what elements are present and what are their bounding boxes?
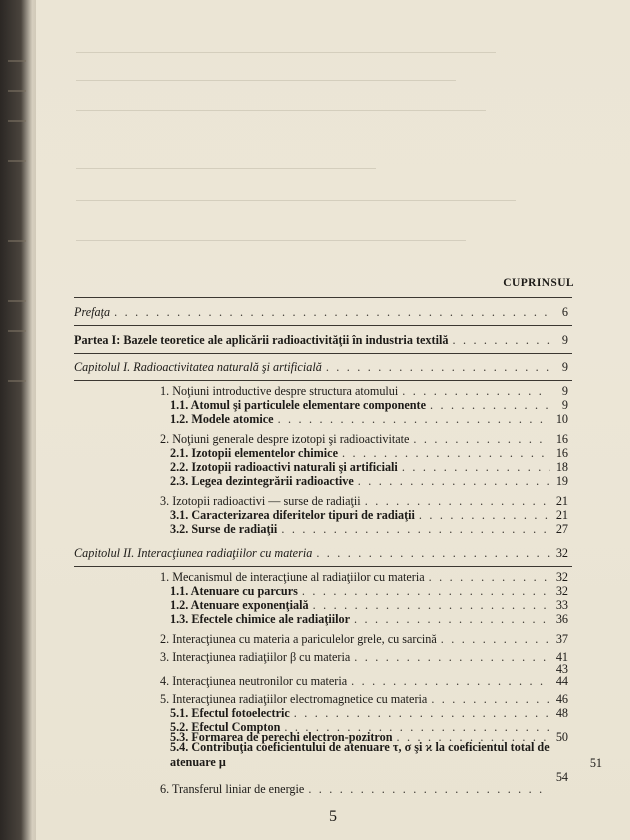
toc-entry-text: 1.2. Modele atomice xyxy=(170,412,274,426)
leader-dots xyxy=(402,384,550,398)
toc-entry-section xyxy=(160,782,568,796)
toc-entry-chapter xyxy=(74,360,568,374)
leader-dots xyxy=(402,460,550,474)
toc-entry-text: 1.1. Atomul şi particulele elementare componente xyxy=(170,398,427,412)
toc-page-number: 41 xyxy=(555,650,568,664)
leader-dots xyxy=(413,432,550,446)
leader-dots xyxy=(365,494,550,508)
toc-page-number: 16 xyxy=(555,432,568,446)
toc-entry-section xyxy=(160,692,568,706)
toc-page-number: 18 xyxy=(555,460,568,474)
leader-dots xyxy=(326,360,550,374)
leader-dots xyxy=(351,674,550,688)
leader-dots xyxy=(354,612,550,626)
toc-entry-text: Partea I: Bazele teoretice ale aplicării radioactivităţii în industria textilă xyxy=(74,333,449,347)
toc-entry-subsection xyxy=(170,474,568,488)
toc-entry-section xyxy=(160,384,568,398)
leader-dots xyxy=(430,398,550,412)
toc-entry-text: 5.4. Contribuţia coeficientului de atenuare τ, σ şi ϰ la coeficientul total de atenuare μ xyxy=(170,740,550,769)
leader-dots xyxy=(281,522,550,536)
toc-title: CUPRINSUL xyxy=(503,277,574,289)
toc-entry-text: 2. Noţiuni generale despre izotopi şi radioactivitate xyxy=(160,432,410,446)
leader-dots xyxy=(278,412,550,426)
toc-entry-subsection xyxy=(170,398,568,412)
toc-entry-text: 5. Interacţiunea radiaţiilor electromagnetice cu materia xyxy=(160,692,428,706)
leader-dots xyxy=(308,782,550,796)
toc-page-number: 9 xyxy=(561,333,568,347)
toc-entry-text: 1.3. Efectele chimice ale radiaţiilor xyxy=(170,612,351,626)
toc-entry-text: 5.3. Formarea de perechi electron-pozitron xyxy=(170,730,393,744)
toc-entry-subsection xyxy=(170,508,568,522)
toc-entry-subsection xyxy=(170,460,568,474)
toc-entry-text: 2.1. Izotopii elementelor chimice xyxy=(170,446,338,460)
toc-page-number: 9 xyxy=(561,384,568,398)
toc-page-number: 37 xyxy=(555,632,568,646)
toc-page-number: 9 xyxy=(561,398,568,412)
toc-entry-section xyxy=(160,570,568,584)
leader-dots xyxy=(313,598,550,612)
toc-entry-subsection xyxy=(170,584,568,598)
toc-page-number: 10 xyxy=(555,412,568,426)
toc-page-number: 32 xyxy=(555,570,568,584)
leader-dots xyxy=(431,692,550,706)
toc-entry-chapter xyxy=(74,546,568,560)
toc-entry-subsection xyxy=(170,598,568,612)
toc-entry-section xyxy=(160,674,568,688)
toc-entry-subsection xyxy=(170,612,568,626)
toc-entry-section xyxy=(160,494,568,508)
toc-page-number: 46 xyxy=(555,692,568,706)
toc-page-number: 32 xyxy=(555,584,568,598)
toc-entry-text: 2.3. Legea dezintegrării radioactive xyxy=(170,474,354,488)
divider-rule xyxy=(74,380,572,381)
divider-rule xyxy=(74,325,572,326)
toc-page-number: 16 xyxy=(555,446,568,460)
leader-dots xyxy=(429,570,550,584)
toc-entry-text: 1.2. Atenuare exponenţială xyxy=(170,598,309,612)
toc-page-number: 50 xyxy=(555,730,568,744)
toc-entry-section xyxy=(160,632,568,646)
divider-rule xyxy=(74,353,572,354)
toc-entry-text: 6. Transferul liniar de energie xyxy=(160,782,305,796)
toc-entry-text: 2.2. Izotopii radioactivi naturali şi artificiali xyxy=(170,460,398,474)
leader-dots xyxy=(302,584,550,598)
leader-dots xyxy=(342,446,550,460)
toc-page-number: 21 xyxy=(555,508,568,522)
book-page xyxy=(36,0,630,840)
toc-entry-text: 1. Mecanismul de interacţiune al radiaţiilor cu materia xyxy=(160,570,425,584)
toc-page-number: 54 xyxy=(555,770,568,784)
divider-rule xyxy=(74,566,572,567)
toc-entry-subsection xyxy=(170,706,568,720)
toc-entry-preface xyxy=(74,305,568,319)
toc-entry-text: 1.1. Atenuare cu parcurs xyxy=(170,584,298,598)
page-number: 5 xyxy=(329,808,337,825)
toc-entry-text: 4. Interacţiunea neutronilor cu materia xyxy=(160,674,348,688)
title-rule xyxy=(74,297,572,298)
toc-page-number: 9 xyxy=(561,360,568,374)
toc-page-number: 48 xyxy=(555,706,568,720)
toc-page-number: 44 xyxy=(555,674,568,688)
toc-entry-text: 5.2. Efectul Compton xyxy=(170,720,281,734)
toc-entry-text: Capitolul I. Radioactivitatea naturală şi artificială xyxy=(74,360,322,374)
toc-page-number: 32 xyxy=(555,546,568,560)
adjacent-page-edge xyxy=(0,0,38,840)
toc-entry-text: 3.1. Caracterizarea diferitelor tipuri de radiaţii xyxy=(170,508,415,522)
leader-dots xyxy=(294,706,550,720)
toc-entry-text: Capitolul II. Interacţiunea radiaţiilor cu materia xyxy=(74,546,313,560)
toc-entry-section xyxy=(160,432,568,446)
toc-page-number: 36 xyxy=(555,612,568,626)
leader-dots xyxy=(358,474,550,488)
toc-page-number: 21 xyxy=(555,494,568,508)
toc-entry-text: 2. Interacţiunea cu materia a pariculelor grele, cu sarcină xyxy=(160,632,437,646)
toc-page-number: 43 xyxy=(555,662,568,676)
toc-entry-subsection xyxy=(170,412,568,426)
toc-page-number: 19 xyxy=(555,474,568,488)
toc-entry-text: 3. Izotopii radioactivi — surse de radiaţii xyxy=(160,494,361,508)
toc-page-number: 51 xyxy=(589,756,602,770)
leader-dots xyxy=(452,333,550,347)
toc-entry-subsection xyxy=(170,740,602,770)
toc-entry-subsection xyxy=(170,522,568,536)
toc-page-number: 33 xyxy=(555,598,568,612)
toc-entry-text: 5.1. Efectul fotoelectric xyxy=(170,706,290,720)
leader-dots xyxy=(316,546,550,560)
toc-entry-subsection xyxy=(170,446,568,460)
toc-entry-text: Prefaţa xyxy=(74,305,111,319)
toc-entry-text: 3. Interacţiunea radiaţiilor β cu materia xyxy=(160,650,351,664)
leader-dots xyxy=(419,508,550,522)
toc-entry-text: 3.2. Surse de radiaţii xyxy=(170,522,278,536)
leader-dots xyxy=(441,632,550,646)
toc-entry-text: 1. Noţiuni introductive despre structura atomului xyxy=(160,384,399,398)
toc-entry-part xyxy=(74,333,568,347)
toc-page-number: 27 xyxy=(555,522,568,536)
toc-page-number: 6 xyxy=(561,305,568,319)
leader-dots xyxy=(114,305,550,319)
